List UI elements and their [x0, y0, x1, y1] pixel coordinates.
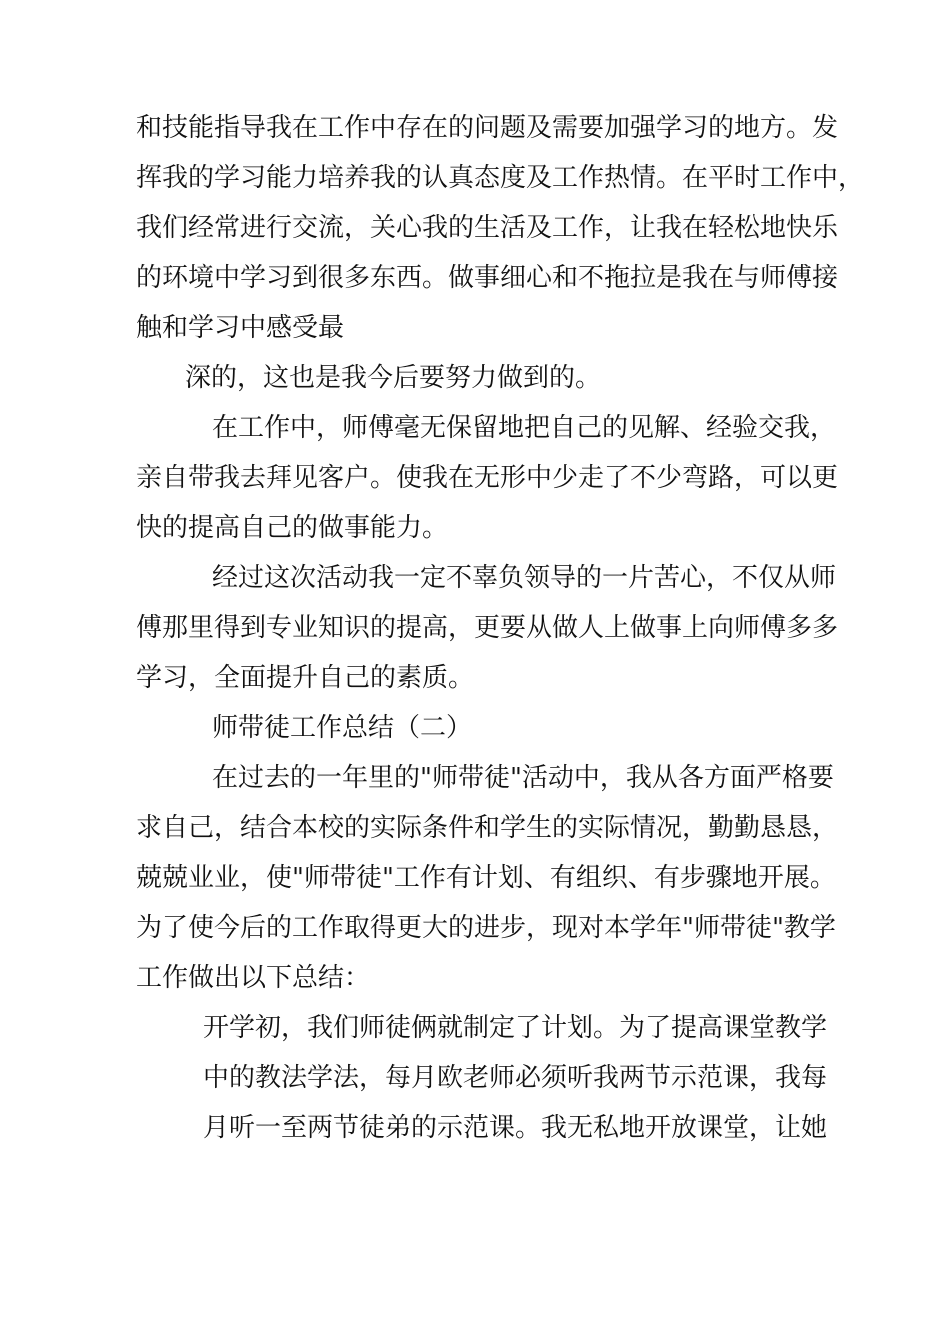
text-line: 傅那里得到专业知识的提高，更要从做人上做事上向师傅多多 [136, 613, 839, 643]
text-line: 中的教法学法，每月欧老师必须听我两节示范课，我每 [203, 1063, 828, 1093]
paragraph-first-line: 在工作中，师傅毫无保留地把自己的见解、经验交我， [212, 413, 837, 443]
section-heading: 师带徒工作总结（二） [212, 713, 473, 743]
text-line: 求自己，结合本校的实际条件和学生的实际情况，勤勤恳恳， [136, 813, 839, 843]
text-line: 为了使今后的工作取得更大的进步，现对本学年"师带徒"教学 [136, 913, 836, 943]
text-line: 和技能指导我在工作中存在的问题及需要加强学习的地方。发 [136, 113, 839, 143]
text-line: 兢兢业业，使"师带徒"工作有计划、有组织、有步骤地开展。 [136, 863, 836, 893]
text-line: 挥我的学习能力培养我的认真态度及工作热情。在平时工作中， [136, 163, 865, 193]
paragraph-first-line: 在过去的一年里的"师带徒"活动中，我从各方面严格要 [212, 763, 834, 793]
text-line: 我们经常进行交流，关心我的生活及工作，让我在轻松地快乐 [136, 213, 839, 243]
text-line: 触和学习中感受最 [136, 313, 345, 343]
text-line: 工作做出以下总结： [136, 963, 371, 993]
text-line: 学习，全面提升自己的素质。 [136, 663, 475, 693]
paragraph-first-line: 经过这次活动我一定不辜负领导的一片苦心，不仅从师 [212, 563, 837, 593]
text-line: 的环境中学习到很多东西。做事细心和不拖拉是我在与师傅接 [136, 263, 839, 293]
text-line: 亲自带我去拜见客户。使我在无形中少走了不少弯路，可以更 [136, 463, 839, 493]
text-line: 开学初，我们师徒俩就制定了计划。为了提高课堂教学 [203, 1013, 828, 1043]
text-line: 月听一至两节徒弟的示范课。我无私地开放课堂，让她 [203, 1113, 828, 1143]
text-line: 快的提高自己的做事能力。 [136, 513, 449, 543]
text-line: 深的，这也是我今后要努力做到的。 [185, 363, 602, 393]
